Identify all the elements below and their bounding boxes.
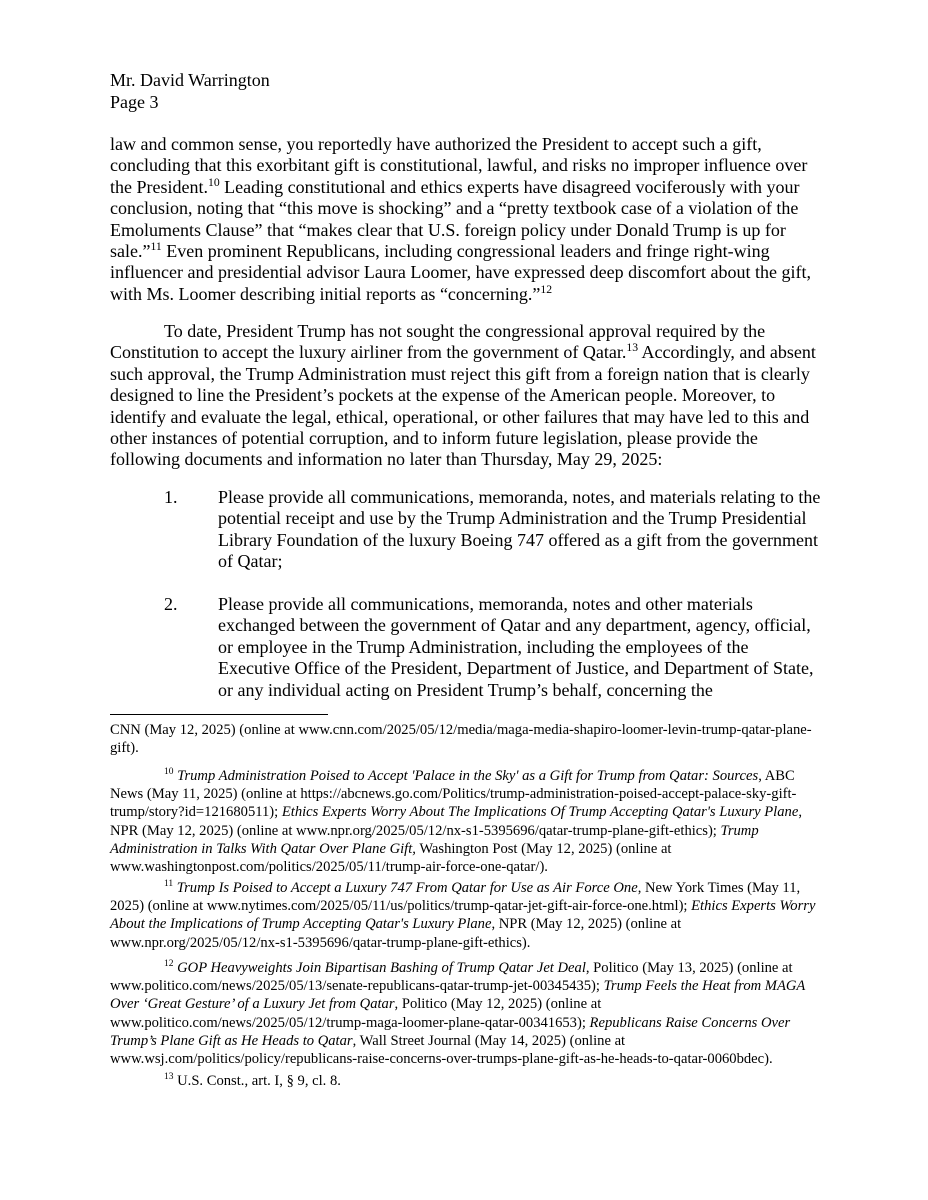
citation-text: , NPR (May 12, 2025) (online at www.npr.org/2025/05/12/nx-s1-5395696/qatar-trump-plane-gift-ethics); xyxy=(110,804,802,839)
citation-title: Trump Administration Poised to Accept 'Palace in the Sky' as a Gift for Trump from Qatar: Sources xyxy=(177,768,759,784)
citation-text: , Politico (May 13, 2025) (online at www.politico.com/news/2025/05/13/senate-republicans-qatar-trump-jet-00345435); xyxy=(110,960,793,995)
citation-title: Trump Administration in Talks With Qatar Over Plane Gift, xyxy=(110,822,759,857)
paragraph-text: law and common sense, you reportedly have authorized the President to accept such a gift, concluding that this exorbitant gift is constitutional, lawful, and risks no improper influence over the President. xyxy=(110,134,808,197)
footnote-divider xyxy=(110,714,328,715)
citation-text: Washington Post (May 12, 2025) (online at www.washingtonpost.com/politics/2025/05/11/trump-air-force-one-qatar/). xyxy=(110,840,672,876)
footnote-number: 10 xyxy=(164,767,174,778)
footnote-number: 12 xyxy=(164,959,174,970)
citation-text: , Wall Street Journal (May 14, 2025) (online at www.wsj.com/politics/policy/republicans-raise-concerns-over-trumps-plane-gift-as-he-heads-to-qatar-0060bdec). xyxy=(110,1032,773,1068)
page-number: Page 3 xyxy=(110,92,159,112)
citation-title: Ethics Experts Worry About the Implications of Trump Accepting Qatar's Luxury Plane xyxy=(110,898,816,933)
footnote-ref-12: 12 xyxy=(540,282,553,296)
citation-title: Trump Is Poised to Accept a Luxury 747 From Qatar for Use as Air Force One xyxy=(176,880,638,896)
request-number: 2. xyxy=(164,594,178,614)
citation-title: GOP Heavyweights Join Bipartisan Bashing of Trump Qatar Jet Deal xyxy=(177,960,586,976)
footnote-12 xyxy=(110,959,826,1068)
citation-text: U.S. Const., art. I, § 9, cl. 8. xyxy=(173,1073,341,1089)
footnote-13 xyxy=(110,1072,826,1090)
paragraph-text: Leading constitutional and ethics experts have disagreed vociferously with your conclusion, noting that “this move is shocking” and a “pretty textbook case of a violation of the Emoluments Clause” that “makes clear that U.S. foreign policy under Donald Trump is up for sale.” xyxy=(110,176,800,262)
citation-text: , New York Times (May 11, 2025) (online at www.nytimes.com/2025/05/11/us/politics/trump-qatar-jet-gift-air-force-one.html); xyxy=(110,880,801,915)
body-paragraph-2 xyxy=(110,321,822,471)
request-text: Please provide all communications, memoranda, notes and other materials exchanged between the government of Qatar and any department, agency, official, or employee in the Trump Administration, including the employees of the Executive Office of the President, Department of Justice, and Department of State, or any individual acting on President Trump’s behalf, concerning the xyxy=(218,594,814,700)
paragraph-text: Even prominent Republicans, including congressional leaders and fringe right-wing influencer and presidential advisor Laura Loomer, have expressed deep discomfort about the gift, with Ms. Loomer describing initial reports as “concerning.” xyxy=(110,241,812,304)
footnote-ref-13: 13 xyxy=(626,341,639,355)
citation-title: Ethics Experts Worry About The Implications Of Trump Accepting Qatar's Luxury Plane xyxy=(281,804,799,821)
request-text: Please provide all communications, memoranda, notes, and materials relating to the potential receipt and use by the Trump Administration and the Trump Presidential Library Foundation of the luxury Boeing 747 offered as a gift from the government of Qatar; xyxy=(218,487,821,572)
footnote-number: 11 xyxy=(164,879,174,890)
footnote-number: 13 xyxy=(164,1072,174,1083)
footnote-ref-11: 11 xyxy=(150,240,162,254)
footnote-continued: CNN (May 12, 2025) (online at www.cnn.com/2025/05/12/media/maga-media-shapiro-loomer-levin-trump-qatar-plane-gift). xyxy=(110,722,812,757)
citation-text: , ABC News (May 11, 2025) (online at https://abcnews.go.com/Politics/trump-administration-poised-accept-palace-sky-gift-trump/story?id=121680511); xyxy=(110,768,797,821)
footnote-ref-10: 10 xyxy=(207,175,220,189)
footnote-11 xyxy=(110,879,826,952)
citation-text: , Politico (May 12, 2025) (online at www.politico.com/news/2025/05/12/trump-maga-loomer-plane-qatar-00341653); xyxy=(110,996,602,1031)
request-number: 1. xyxy=(164,487,178,507)
recipient-name: Mr. David Warrington xyxy=(110,70,270,90)
citation-title: Republicans Raise Concerns Over Trump’s Plane Gift as He Heads to Qatar xyxy=(110,1014,791,1049)
body-paragraph-1 xyxy=(110,134,822,305)
paragraph-text: Accordingly, and absent such approval, the Trump Administration must reject this gift from a foreign nation that is clearly designed to line the President’s pockets at the expense of the American people. Moreover, to identify and evaluate the legal, ethical, operational, or other failures that may have led to this and other instances of potential corruption, and to inform future legislation, please provide the following documents and information no later than Thursday, May 29, 2025: xyxy=(110,342,816,470)
footnote-10 xyxy=(110,767,826,876)
letter-header xyxy=(110,69,270,113)
paragraph-text: To date, President Trump has not sought the congressional approval required by the Constitution to accept the luxury airliner from the government of Qatar. xyxy=(110,321,766,363)
citation-title: Trump Feels the Heat from MAGA Over ‘Great Gesture’ of a Luxury Jet from Qatar xyxy=(110,978,806,1013)
citation-text: , NPR (May 12, 2025) (online at www.npr.org/2025/05/12/nx-s1-5395696/qatar-trump-plane-gift-ethics). xyxy=(110,916,682,951)
